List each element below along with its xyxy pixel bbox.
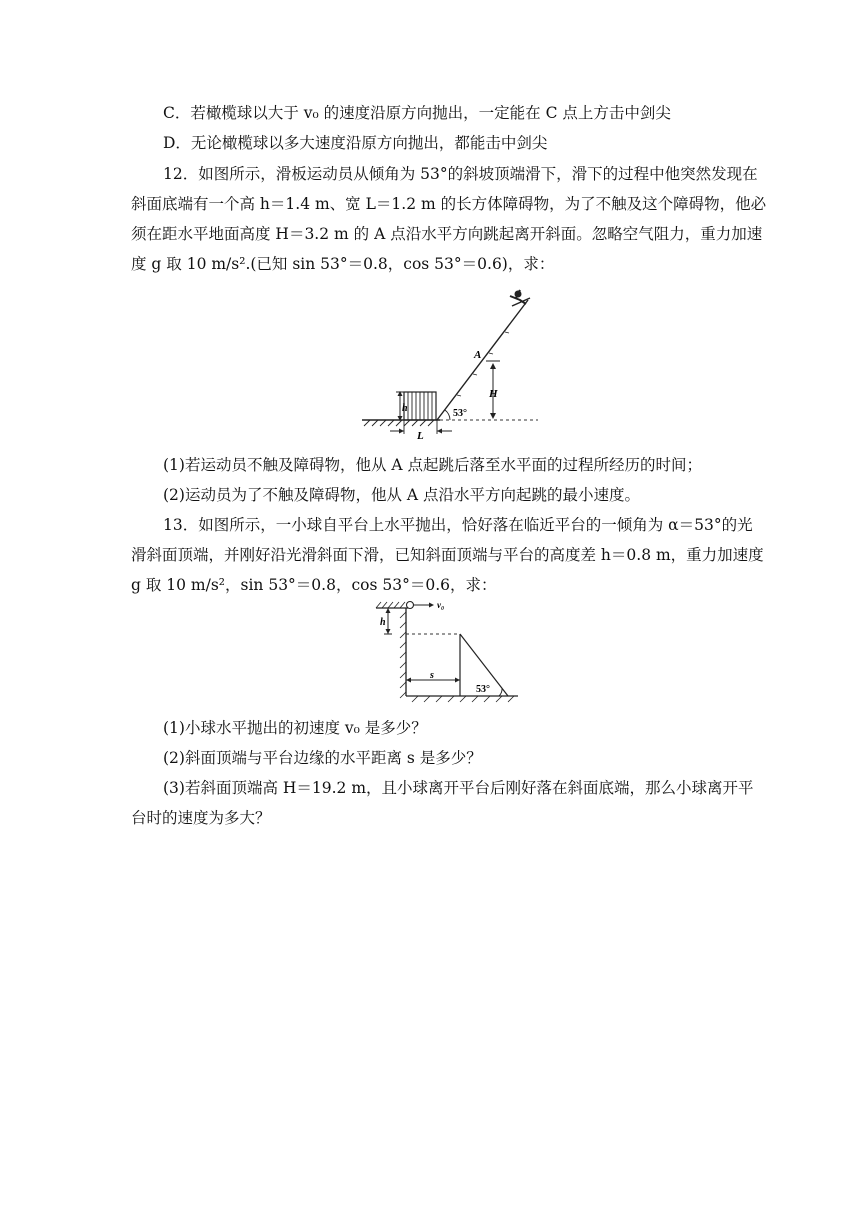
fig12-label-a: A — [474, 349, 482, 361]
q12-line-3: 须在距水平地面高度 H＝3.2 m 的 A 点沿水平方向跳起离开斜面。忽略空气阻力，重力加速 — [131, 225, 763, 243]
q12-part-2: (2)运动员为了不触及障碍物，他从 A 点沿水平方向起跳的最小速度。 — [163, 486, 641, 504]
q13-line-3: g 取 10 m/s²，sin 53°＝0.8，cos 53°＝0.6，求： — [131, 576, 497, 594]
fig12-label-h-small: h — [402, 403, 408, 414]
fig12-angle: 53° — [453, 408, 467, 419]
option-d: D．无论橄榄球以多大速度沿原方向抛出，都能击中剑尖 — [163, 134, 548, 152]
fig13-angle: 53° — [476, 684, 490, 695]
q13-part-2: (2)斜面顶端与平台边缘的水平距离 s 是多少？ — [163, 749, 482, 767]
q13-part-3: (3)若斜面顶端高 H＝19.2 m，且小球离开平台后刚好落在斜面底端，那么小球离开平 — [163, 779, 754, 797]
q13-part-1: (1)小球水平抛出的初速度 v₀ 是多少？ — [163, 719, 427, 737]
option-c: C．若橄榄球以大于 v₀ 的速度沿原方向抛出，一定能在 C 点上方击中剑尖 — [163, 104, 671, 122]
q13-line-2: 滑斜面顶端，并刚好沿光滑斜面下滑，已知斜面顶端与平台的高度差 h＝0.8 m，重力加速度 — [131, 546, 764, 564]
q12-part-1: (1)若运动员不触及障碍物，他从 A 点起跳后落至水平面的过程所经历的时间； — [163, 456, 703, 474]
skier-icon — [510, 290, 530, 306]
q13-figure — [362, 598, 522, 710]
q13-part-3-cont: 台时的速度为多大？ — [131, 809, 271, 827]
q12-line-1: 12．如图所示，滑板运动员从倾角为 53°的斜坡顶端滑下，滑下的过程中他突然发现在 — [163, 165, 758, 183]
fig13-label-h: h — [380, 617, 386, 628]
fig13-label-s: s — [430, 670, 434, 681]
fig12-label-h-big: H — [489, 388, 498, 400]
q12-line-4: 度 g 取 10 m/s².(已知 sin 53°＝0.8，cos 53°＝0.6)，求： — [131, 255, 555, 273]
fig12-label-l: L — [417, 430, 424, 442]
q12-line-2: 斜面底端有一个高 h＝1.4 m、宽 L＝1.2 m 的长方体障碍物，为了不触及这个障碍物，他必 — [131, 195, 767, 213]
q13-line-1: 13．如图所示，一小球自平台上水平抛出，恰好落在临近平台的一倾角为 α＝53°的光 — [163, 516, 753, 534]
q12-figure — [360, 282, 550, 442]
fig13-label-v0: v₀ — [437, 600, 445, 610]
